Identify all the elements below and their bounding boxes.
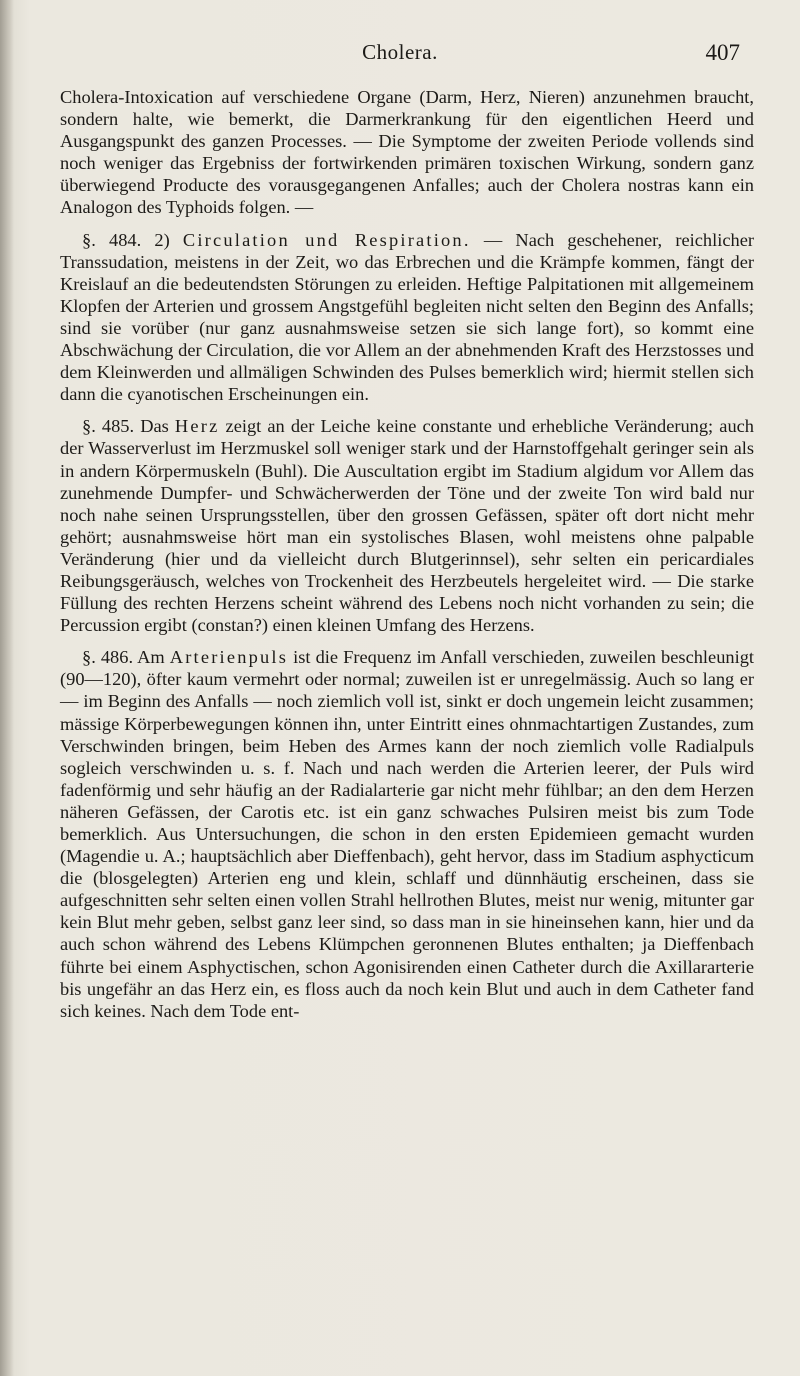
paragraph-section-485 [60, 415, 754, 636]
page-number: 407 [705, 40, 740, 65]
paragraph-section-486 [60, 646, 754, 1022]
running-title: Cholera. [362, 40, 438, 64]
paragraph-text: Cholera-Intoxication auf verschiedene Organe (Darm, Herz, Nieren) anzunehmen braucht, sondern halte, wie bemerkt, die Darmerkrankung für den eigentlichen Heerd und Ausgangspunkt des ganzen Processes. — Die Symptome der zweiten Periode vollends sind noch weniger das Ergebniss der fortwirkenden primären toxischen Wirkung, sondern ganz überwiegend Producte des vorausgegangenen Anfalles; auch der Cholera nostras kann ein Analogon des Typhoids folgen. — [60, 87, 754, 218]
section-heading: Circulation und Respiration. [182, 229, 471, 250]
paragraph-text: — Nach geschehener, reichlicher Transsudation, meistens in der Zeit, wo das Erbrechen und die Krämpfe kommen, fängt der Kreislauf an die bedeutendsten Störungen zu erleiden. Heftige Palpitationen mit allgemeinem Klopfen der Arterien und grossem Angstgefühl begleiten nicht selten den Beginn des Anfalls; sind sie vorüber (nur ganz ausnahmsweise setzen sie sich lange fort), so kommt eine Abschwächung der Circulation, die vor Allem an der abnehmenden Kraft des Herzstosses und dem Kleinwerden und allmäligen Schwinden des Pulses bemerklich wird; hiermit stellen sich dann die cyanotischen Erscheinungen ein. [60, 229, 754, 405]
paragraph-section-484 [60, 229, 754, 406]
section-heading: Herz [174, 416, 220, 437]
paragraph-text: zeigt an der Leiche keine constante und erhebliche Veränderung; auch der Wasserverlust im Herzmuskel soll weniger stark und der Harnstoffgehalt geringer sein als in andern Körpermuskeln (Buhl). Die Auscultation ergibt im Stadium algidum vor Allem das zunehmende Dumpfer- und Schwächerwerden der Töne und der zweite Ton wird bald nur noch nahe seinen Ursprungsstellen, über den grossen Gefässen, später oft dort nicht mehr gehört; ausnahmsweise hört man ein systolisches Blasen, wohl meistens ohne palpable Veränderung (hier und da vielleicht durch Blutgerinnsel), sehr selten ein pericardiales Reibungsgeräusch, welches von Trockenheit des Herzbeutels hergeleitet wird. — Die starke Füllung des rechten Herzens scheint während des Lebens noch nicht vorhanden zu sein; die Percussion ergibt (constan?) einen kleinen Umfang des Herzens. [60, 416, 754, 636]
page-gutter-shadow [0, 0, 14, 1376]
body-text [60, 86, 754, 1032]
page-header [60, 40, 740, 70]
paragraph-text: ist die Frequenz im Anfall verschieden, zuweilen beschleunigt (90—120), öfter kaum vermehrt oder normal; zuweilen ist er unregelmässig. Auch so lang er — im Beginn des Anfalls — noch ziemlich voll ist, sinkt er doch ungemein leicht zusammen; mässige Körperbewegungen können ihn, unter Eintritt eines ohnmachtartigen Zustandes, zum Verschwinden bringen, beim Heben des Armes kann der noch ziemlich volle Radialpuls sogleich verschwinden u. s. f. Nach und nach werden die Arterien leerer, der Puls wird fadenförmig und sehr häufig an der Radialarterie gar nicht mehr fühlbar; an den dem Herzen näheren Gefässen, der Carotis etc. ist ein ganz schwaches Pulsiren meist bis zum Tode bemerklich. Aus Untersuchungen, die schon in den ersten Epidemieen gemacht wurden (Magendie u. A.; hauptsächlich aber Dieffenbach), geht hervor, dass im Stadium asphycticum die (blosgelegten) Arterien eng und klein, schlaff und dünnhäutig erscheinen, dass sie aufgeschnitten sehr selten einen vollen Strahl hellrothen Blutes, meist nur wenig, mitunter gar kein Blut mehr geben, selbst ganz leer sind, so dass man in sie hineinsehen kann, hier und da auch schon während des Lebens Klümpchen geronnenen Blutes enthalten; ja Dieffenbach führte bei einem Asphyctischen, schon Agonisirenden einen Catheter durch die Axillararterie bis ungefähr an das Herz ein, es floss auch da noch kein Blut und auch in dem Catheter fand sich keines. Nach dem Tode ent- [60, 647, 754, 1021]
paragraph-continuation [60, 86, 754, 219]
section-lead: §. 485. Das [82, 416, 175, 437]
section-lead: §. 484. 2) [82, 229, 183, 250]
section-lead: §. 486. Am [82, 647, 170, 668]
section-heading: Arterienpuls [169, 647, 289, 668]
